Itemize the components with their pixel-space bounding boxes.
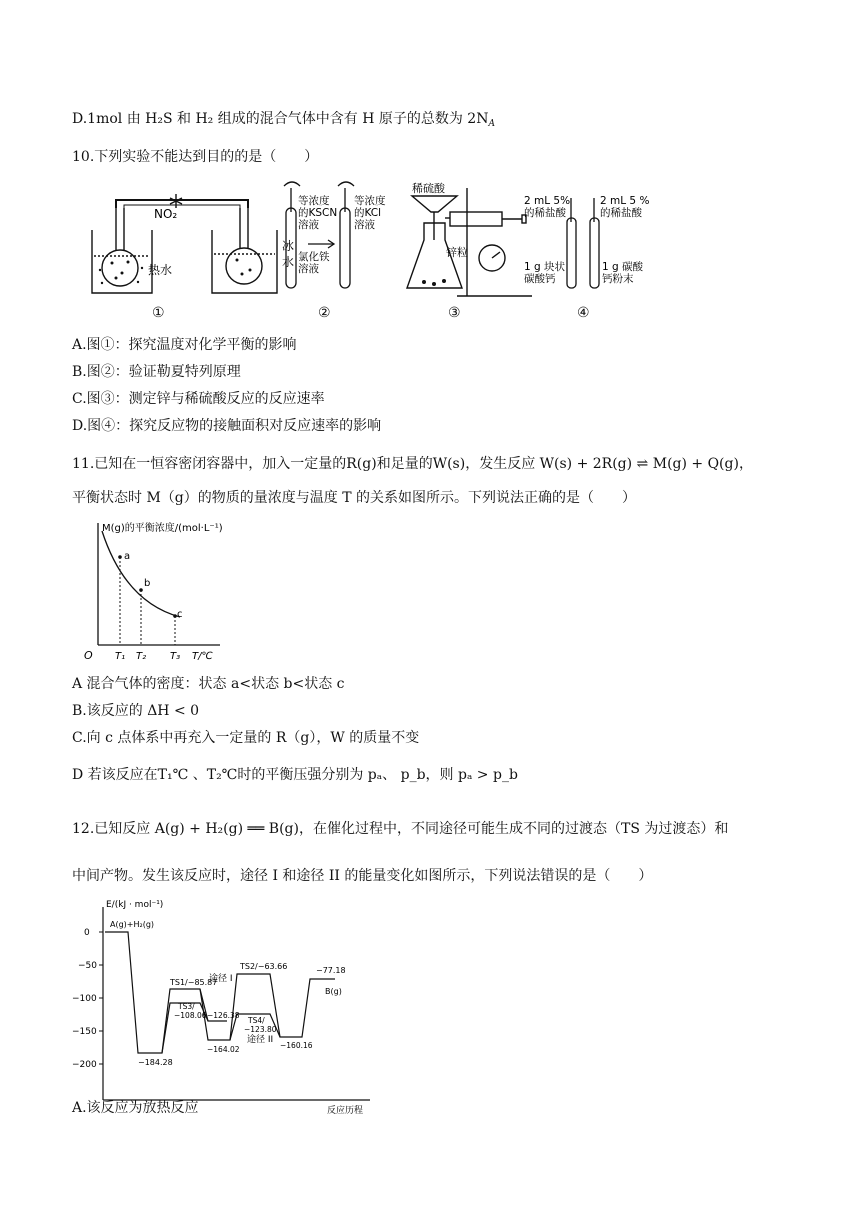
q12-val-12380: −123.80 (244, 1025, 277, 1034)
fig2-a2: 的KSCN (298, 207, 338, 219)
fig3-zinc-label: 锌粒 (446, 246, 468, 259)
q11-t3: T₃ (170, 651, 181, 662)
q10-figures (72, 178, 792, 318)
fig-label-4: ④ (577, 305, 590, 321)
fig2-a3: 溶液 (298, 219, 319, 231)
q9-option-d (72, 108, 495, 129)
q9-option-d-text: D.1mol 由 H₂S 和 H₂ 组成的混合气体中含有 H 原子的总数为 2N (72, 111, 489, 127)
fig-label-1: ① (152, 305, 165, 321)
q12-stem-line1: 12.已知反应 A(g) + H₂(g) ══ B(g)，在催化过程中，不同途径可能生成不同的过渡态（TS 为过渡态）和 (72, 821, 729, 837)
q10-stem: 10.下列实验不能达到目的的是（ ） (72, 149, 319, 165)
q11-option-b: B.该反应的 ΔH < 0 (72, 703, 200, 719)
q12-path1-label: 途径 I (209, 974, 233, 984)
q12-val-10806: −108.06 (174, 1011, 207, 1020)
fig2-c1: 氯化铁 (298, 251, 330, 263)
q11-point-b: b (144, 578, 151, 589)
fig4-right-solid2: 钙粉末 (602, 273, 634, 285)
q11-t1: T₁ (115, 651, 126, 662)
fig1-hot-water-label: 热水 (148, 263, 173, 277)
fig4-left-acid: 的稀盐酸 (524, 207, 566, 219)
q12-val-ts4: TS4/ (248, 1016, 265, 1025)
q11-point-c: c (177, 609, 183, 620)
q12-ytick-100: −100 (72, 994, 97, 1004)
q12-ytick-200: −200 (72, 1060, 97, 1070)
fig4-right-vol: 2 mL 5 % (600, 195, 650, 207)
fig1-apparatus (92, 194, 277, 293)
fig1-ice-label: 冰 (282, 239, 295, 253)
q12-ytick-150: −150 (72, 1027, 97, 1037)
q12-ytick-0: 0 (84, 928, 90, 938)
q10-option-b: B.图②：验证勒夏特列原理 (72, 364, 241, 380)
q11-xlabel: T/℃ (192, 651, 213, 662)
q10-option-d: D.图④：探究反应物的接触面积对反应速率的影响 (72, 418, 382, 434)
q12-val-ts2: TS2/−63.66 (240, 962, 288, 971)
q9-option-d-sub: A (488, 119, 495, 129)
fig1-water-label: 水 (282, 255, 295, 269)
fig2-b3: 溶液 (354, 219, 375, 231)
q11-ylabel: M(g)的平衡浓度/(mol·L⁻¹) (102, 523, 223, 534)
fig4-left-solid2: 碳酸钙 (524, 273, 556, 285)
q12-val-ts3: TS3/ (178, 1002, 195, 1011)
fig-label-2: ② (318, 305, 331, 321)
q11-origin: O (84, 649, 93, 662)
q12-ytick-50: −50 (78, 961, 97, 971)
fig2-c2: 溶液 (298, 263, 319, 275)
fig4-right-solid1: 1 g 碳酸 (602, 261, 644, 273)
q11-graph (80, 517, 230, 667)
q10-option-a: A.图①：探究温度对化学平衡的影响 (72, 337, 297, 353)
q11-stem-line1: 11.已知在一恒容密闭容器中，加入一定量的R(g)和足量的W(s)，发生反应 W(s) + 2R(g) ⇌ M(g) + Q(g)， (72, 456, 753, 472)
q12-energy-chart (70, 897, 380, 1117)
q11-stem-line2: 平衡状态时 M（g）的物质的量浓度与温度 T 的关系如图所示。下列说法正确的是（ ） (72, 490, 636, 506)
fig1-gas-label: NO₂ (154, 207, 178, 221)
q11-point-a: a (124, 551, 131, 562)
q12-val-18428: −184.28 (138, 1058, 173, 1067)
fig4-left-vol: 2 mL 5% (524, 195, 571, 207)
fig3-acid-label: 稀硫酸 (412, 182, 445, 195)
q12-path2-label: 途径 II (247, 1035, 274, 1045)
q12-end-label: B(g) (325, 987, 342, 996)
fig2-a1: 等浓度 (298, 195, 330, 207)
q11-option-d: D 若该反应在T₁℃ 、T₂℃时的平衡压强分别为 pₐ、 p_b，则 pₐ > p_b (72, 767, 518, 783)
q11-t2: T₂ (136, 651, 147, 662)
q12-start-label: A(g)+H₂(g) (110, 920, 155, 929)
q11-option-a: A 混合气体的密度：状态 a<状态 b<状态 c (72, 676, 345, 692)
q12-val-12638: −126.38 (207, 1011, 240, 1020)
fig-label-3: ③ (448, 305, 461, 321)
q12-val-16402: −164.02 (207, 1045, 240, 1054)
fig4-apparatus (567, 198, 599, 288)
q12-val-ts1: TS1/−85.87 (170, 978, 218, 987)
fig2-b2: 的KCl (354, 207, 382, 219)
q12-path-common (105, 932, 227, 1053)
q12-xlabel: 反应历程 (327, 1106, 364, 1116)
q12-ylabel: E/(kJ · mol⁻¹) (106, 900, 164, 910)
q11-option-c: C.向 c 点体系中再充入一定量的 R（g），W 的质量不变 (72, 730, 420, 746)
fig3-apparatus (407, 188, 532, 296)
fig2-b1: 等浓度 (354, 195, 386, 207)
fig4-right-acid: 的稀盐酸 (600, 207, 642, 219)
q10-option-c: C.图③：测定锌与稀硫酸反应的反应速率 (72, 391, 325, 407)
q12-val-16016: −160.16 (280, 1041, 313, 1050)
fig4-left-solid1: 1 g 块状 (524, 261, 566, 273)
q12-option-a: A.该反应为放热反应 (72, 1100, 199, 1116)
q12-stem-line2: 中间产物。发生该反应时，途径 I 和途径 II 的能量变化如图所示，下列说法错误的是（ ） (72, 868, 653, 884)
q12-val-7718: −77.18 (316, 966, 346, 975)
